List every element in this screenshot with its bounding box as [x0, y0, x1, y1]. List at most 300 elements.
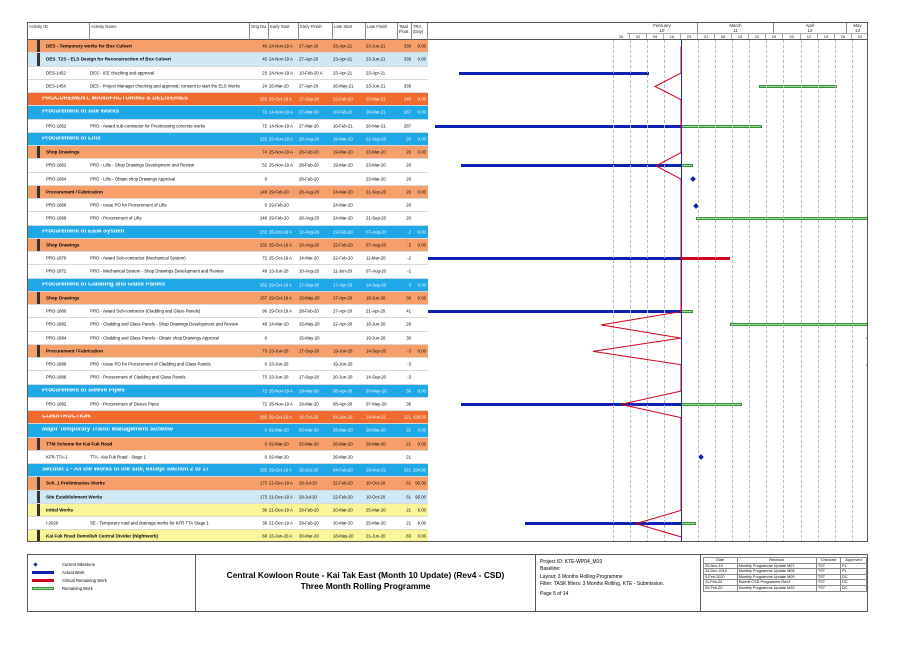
cell-es: 25-Oct-19 A	[269, 255, 292, 261]
cell-name: DES - ICE checking and approval	[90, 70, 155, 76]
cell-ls: 20-Mar-20	[333, 520, 353, 526]
group-name: Procurement of Site Works	[42, 109, 119, 115]
cell-id: DES-1454	[46, 83, 66, 89]
revision-cell: TST	[816, 563, 840, 569]
activity-row[interactable]	[28, 67, 428, 80]
group-left-bar	[37, 53, 40, 65]
cell-es: 21-Dec-19 A	[269, 494, 293, 500]
cell-ef: 28-Feb-20	[299, 149, 319, 155]
col-header-ls[interactable]: Late Start	[333, 23, 366, 40]
activity-row[interactable]	[28, 199, 428, 212]
cell-dur: 72	[262, 109, 267, 115]
wbs-group-row[interactable]	[28, 279, 428, 292]
timescale-month-num: 12	[807, 28, 813, 33]
cell-lf: 26-Mar-20	[366, 427, 386, 433]
timescale-week: 19	[818, 34, 835, 40]
timescale-month	[847, 23, 868, 34]
legend-label: Critical Remaining Work	[62, 578, 107, 583]
cell-dur: 285	[259, 414, 267, 420]
group-left-bar	[37, 530, 40, 542]
revision-cell: PL	[841, 563, 867, 569]
cell-es: 25-Oct-19 A	[269, 242, 292, 248]
group-left-bar	[37, 477, 40, 489]
cell-lf: 23-Mar-20	[366, 176, 386, 182]
group-name: Procurement of Cladding and Glass Panels	[42, 282, 166, 288]
group-left-bar	[37, 292, 40, 304]
cell-id: PRO-1864	[46, 176, 67, 182]
cell-ls: 22-Apr-20	[333, 321, 353, 327]
cell-ef: 19-Mar-20	[299, 388, 319, 394]
activity-row[interactable]	[28, 252, 428, 265]
timescale-month-name: February	[653, 23, 671, 28]
legend-label: Current Milestone	[62, 562, 96, 567]
activity-row[interactable]	[28, 265, 428, 278]
cell-ef: 02-Mar-20	[299, 441, 319, 447]
cell-ef: 27-Mar-20	[299, 109, 319, 115]
cell-dur: 232	[259, 229, 267, 235]
cell-lf: 25-Mar-20	[366, 507, 386, 513]
timescale-week: 12	[801, 34, 818, 40]
cell-ls: 19-Mar-20	[333, 149, 353, 155]
cell-tf: 339	[403, 43, 411, 49]
group-name: Shop Drawings	[46, 295, 80, 301]
cell-ls: 26-Mar-20	[333, 454, 353, 460]
cell-ls: 23-Apr-21	[333, 56, 353, 62]
group-name: Kai Fuk Road Demolish Central Divider (Nightwork)	[46, 533, 159, 539]
cell-tf: 20	[406, 136, 411, 142]
legend-label: Actual Work	[62, 570, 85, 575]
cell-ls: 11-Jun-20	[333, 268, 353, 274]
cell-ls: 24-Mar-20	[333, 189, 353, 195]
wbs-group-row[interactable]	[28, 186, 428, 199]
cell-name: TTA - Kai Fuk Road - Stage 1	[90, 454, 147, 460]
cell-ef: 28-Aug-20	[299, 215, 320, 221]
cell-es: 29-Oct-19 A	[269, 295, 292, 301]
cell-lf: 25-Mar-20	[366, 520, 386, 526]
cell-ta: 428.50	[412, 414, 426, 420]
cell-dur: 265	[259, 96, 267, 102]
cell-name: PRO - Cladding and Glass Panels - Obtain shop Drawings Approval	[90, 335, 219, 341]
title-line2: Three Month Rolling Programme	[300, 581, 431, 591]
cell-lf: 14-Sep-20	[366, 282, 387, 288]
revision-header-cell: Revision	[737, 558, 816, 564]
timescale-week: 05	[783, 34, 801, 40]
cell-dur: 173	[259, 480, 267, 486]
cell-name: PRO - Lifts - Shop Drawings Development and Review	[90, 162, 195, 168]
cell-ls: 22-Feb-20	[333, 494, 353, 500]
cell-id: PRO-1862	[46, 162, 67, 168]
timescale-week: 16	[664, 34, 681, 40]
cell-tf: 29	[406, 321, 411, 327]
cell-es: 25-Nov-19 A	[269, 149, 293, 155]
col-header-ef[interactable]: Early Finish	[299, 23, 333, 40]
milestone-icon	[33, 562, 37, 566]
cell-tf: -2	[407, 229, 411, 235]
cell-tf: -3	[407, 282, 411, 288]
activity-row[interactable]	[28, 332, 428, 345]
cell-es: 23-Jan-20 A	[269, 533, 293, 539]
group-left-bar	[37, 504, 40, 516]
cell-ef: 27-Mar-20	[299, 123, 319, 129]
col-header-lf[interactable]: Late Finish	[366, 23, 398, 40]
cell-dur: 0	[264, 454, 267, 460]
cell-es: 02-Mar-20	[269, 454, 289, 460]
cell-dur: 23	[262, 70, 267, 76]
cell-ls: 26-May-21	[333, 83, 354, 89]
wbs-group-row[interactable]	[28, 438, 428, 451]
cell-lf: 19-Nov-21	[366, 414, 387, 420]
col-header-ta[interactable]: TRA (Day)	[412, 23, 428, 40]
cell-es: 24-Nov-19 A	[269, 43, 293, 49]
revision-table	[703, 557, 867, 592]
cell-tf: 21	[406, 520, 411, 526]
cell-es: 14-Mar-20	[269, 321, 289, 327]
cell-lf: 10-Oct-20	[366, 480, 386, 486]
cell-ls: 20-Jun-20	[333, 374, 353, 380]
timescale-week: 03	[852, 34, 868, 40]
cell-ls: 10-Feb-21	[333, 109, 353, 115]
group-left-bar	[37, 146, 40, 158]
cell-lf: 23-Mar-20	[366, 162, 386, 168]
group-left-bar	[37, 186, 40, 198]
timescale-month	[627, 23, 698, 34]
cell-lf: 21-Sep-20	[366, 215, 387, 221]
group-name: Procurement / Fabrication	[46, 348, 103, 354]
cell-ta: 0.00	[417, 388, 426, 394]
cell-ta: 95.00	[415, 480, 426, 486]
cell-name: PRO - Award sub-contractor for Prestressing concrete works	[90, 123, 206, 129]
cell-ls: 10-Feb-21	[333, 123, 353, 129]
legend-item	[32, 569, 192, 576]
cell-tf: -2	[407, 268, 411, 274]
legend-item	[32, 561, 192, 568]
cell-dur: 36	[262, 507, 267, 513]
cell-ef: 29-Feb-20	[299, 507, 319, 513]
cell-ef: 27-Apr-20	[299, 56, 319, 62]
wbs-group-row[interactable]	[28, 93, 428, 106]
group-name: Procurement of Sleeve Pipes	[42, 388, 125, 394]
activity-row[interactable]	[28, 305, 428, 318]
cell-tf: 287	[403, 109, 411, 115]
cell-tf: 21	[406, 441, 411, 447]
wbs-group-row[interactable]	[28, 345, 428, 358]
cell-es: 25-Nov-19 A	[269, 136, 293, 142]
cell-id: PRO-1880	[46, 308, 67, 314]
legend-swatch	[32, 587, 54, 590]
cell-ef: 14-Mar-20	[299, 255, 319, 261]
cell-es: 21-Dec-19 A	[269, 480, 293, 486]
cell-ta: 0.00	[417, 43, 426, 49]
cell-ef: 15-May-20	[299, 321, 320, 327]
cell-dur: 148	[259, 215, 267, 221]
cell-ls: 18-May-20	[333, 533, 354, 539]
cell-es: 29-Feb-20	[269, 215, 289, 221]
col-header-dur[interactable]: Orig Dur	[250, 23, 269, 40]
cell-dur: 73	[262, 348, 267, 354]
cell-id: PRO-1868	[46, 215, 67, 221]
cell-tf: 41	[406, 308, 411, 314]
cell-tf: 321	[403, 414, 411, 420]
cell-tf: 30	[406, 335, 411, 341]
wbs-group-row[interactable]	[28, 504, 428, 517]
cell-ta: 0.00	[417, 533, 426, 539]
cell-lf: 23-Apr-21	[366, 70, 386, 76]
revision-cell: TST	[816, 574, 840, 580]
project-id: Project ID: KTE-WP04_M10	[540, 559, 603, 565]
group-name: TTM Scheme for Kai Fuk Road	[46, 441, 113, 447]
cell-ef: 30-Mar-20	[299, 533, 319, 539]
revision-header-cell: Approved	[841, 558, 867, 564]
cell-ef: 28-Feb-20	[299, 308, 319, 314]
col-header-id[interactable]: Activity ID	[28, 23, 90, 40]
activity-row[interactable]	[28, 517, 428, 530]
cell-ef: 17-Sep-20	[299, 96, 320, 102]
cell-lf: 23-Jun-21	[366, 56, 386, 62]
cell-tf: 21	[406, 507, 411, 513]
group-name: PROCUREMENT, MANUFACTURING & DELIVERIES	[42, 96, 189, 102]
cell-ef: 27-Apr-20	[299, 83, 319, 89]
cell-ta: 0.00	[417, 427, 426, 433]
cell-ls: 22-Feb-20	[333, 229, 353, 235]
cell-ls: 19-Jun-20	[333, 348, 353, 354]
cell-dur: 73	[262, 374, 267, 380]
cell-name: PRO - Procurement of Lifts	[90, 215, 142, 221]
cell-ef: 28-Aug-20	[299, 136, 320, 142]
cell-dur: 52	[262, 162, 267, 168]
revision-cell: 24-Dec-2019	[704, 569, 738, 575]
cell-ef: 28-Feb-20	[299, 162, 319, 168]
wbs-group-row[interactable]	[28, 530, 428, 542]
activity-row[interactable]	[28, 80, 428, 93]
activity-row[interactable]	[28, 398, 428, 411]
wbs-group-row[interactable]	[28, 146, 428, 159]
cell-es: 14-Nov-19 A	[269, 109, 293, 115]
cell-tf: 21	[406, 454, 411, 460]
revision-cell: 5-Feb-2020	[704, 574, 738, 580]
cell-ta: 0.00	[417, 282, 426, 288]
cell-ta: 0.00	[417, 295, 426, 301]
wbs-group-row[interactable]	[28, 411, 428, 424]
revision-cell: Monthly Programme Update M07	[737, 563, 816, 569]
cell-dur: 72	[262, 401, 267, 407]
cell-tf: 20	[406, 215, 411, 221]
cell-tf: 20	[406, 202, 411, 208]
activity-row[interactable]	[28, 451, 428, 464]
cell-ls: 19-Mar-20	[333, 162, 353, 168]
cell-name: PRO - Mechanical System - Shop Drawings Development and Review	[90, 268, 224, 274]
cell-id: PRO-1882	[46, 321, 67, 327]
group-left-bar	[37, 40, 40, 52]
cell-dur: 72	[262, 123, 267, 129]
cell-es: 23-Jun-20	[269, 361, 289, 367]
cell-ta: 0.00	[417, 242, 426, 248]
cell-es: 25-Nov-19 A	[269, 162, 293, 168]
cell-ef: 10-Feb-20 A	[299, 70, 323, 76]
cell-tf: 287	[403, 123, 411, 129]
cell-ls: 04-Feb-20	[333, 467, 353, 473]
cell-ef: 19-Mar-20	[299, 401, 319, 407]
cell-es: 24-Nov-19 A	[269, 70, 293, 76]
timescale-month	[774, 23, 847, 34]
legend-label: Remaining Work	[62, 586, 93, 591]
timescale-month-name: March	[729, 23, 742, 28]
cell-ls: 26-Mar-20	[333, 427, 353, 433]
timescale-month	[698, 23, 774, 34]
group-name: Sch_1 Preliminaries Works	[46, 480, 105, 486]
cell-lf: 07-Aug-20	[366, 268, 387, 274]
cell-tf: -2	[407, 242, 411, 248]
revision-cell: PL	[841, 569, 867, 575]
cell-ef: 17-Sep-20	[299, 374, 320, 380]
cell-ls: 08-Apr-20	[333, 388, 353, 394]
cell-tf: 36	[406, 401, 411, 407]
cell-id: PRO-1886	[46, 361, 67, 367]
wbs-group-row[interactable]	[28, 424, 428, 437]
cell-dur: 0	[264, 441, 267, 447]
revision-row	[704, 585, 867, 591]
group-name: Procurement of E&M System	[42, 229, 125, 235]
cell-es: 26-Mar-20	[269, 83, 289, 89]
wbs-group-row[interactable]	[28, 226, 428, 239]
cell-lf: 23-Jun-21	[366, 83, 386, 89]
cell-lf: 11-Mar-20	[366, 255, 386, 261]
cell-id: PRO-1892	[46, 401, 67, 407]
cell-id: PRO-1872	[46, 268, 67, 274]
cell-tf: 20	[406, 162, 411, 168]
cell-ef: 16-Oct-20	[299, 414, 319, 420]
wbs-group-row[interactable]	[28, 53, 428, 66]
cell-tf: 21	[406, 427, 411, 433]
cell-id: PRO-1888	[46, 374, 67, 380]
wbs-group-row[interactable]	[28, 40, 428, 53]
group-name: DES_T2S - ELS Design for Reconstruciton of Box Culvert	[46, 56, 172, 62]
cell-ls: 20-Mar-20	[333, 507, 353, 513]
cell-lf: 26-Mar-20	[366, 441, 386, 447]
wbs-group-row[interactable]	[28, 477, 428, 490]
activity-row[interactable]	[28, 318, 428, 331]
group-name: Initial Works	[46, 507, 74, 513]
wbs-group-row[interactable]	[28, 133, 428, 146]
cell-ta: 0.00	[417, 136, 426, 142]
revision-cell: TST	[816, 585, 840, 591]
cell-ta: 0.00	[417, 348, 426, 354]
revision-cell: TST	[816, 569, 840, 575]
revision-cell: 25-Nov-19	[704, 563, 738, 569]
cell-tf: 146	[403, 96, 411, 102]
group-name: CONSTRUCTION	[42, 414, 91, 420]
cell-ef: 17-Sep-20	[299, 348, 320, 354]
cell-lf: 20-Mar-21	[366, 109, 386, 115]
timescale-week: 23	[681, 34, 698, 40]
revision-cell: DC	[841, 580, 867, 586]
cell-dur: 148	[259, 189, 267, 195]
cell-lf: 07-Aug-20	[366, 242, 387, 248]
cell-ta: 95.00	[415, 494, 426, 500]
wbs-group-row[interactable]	[28, 292, 428, 305]
revision-cell: 25-Feb-20	[704, 585, 738, 591]
cell-es: 21-Dec-19 A	[269, 507, 293, 513]
cell-ef: 10-Aug-20	[299, 229, 320, 235]
cell-tf: -3	[407, 348, 411, 354]
cell-ef: 28-Aug-20	[299, 189, 320, 195]
cell-lf: 19-Jun-20	[366, 295, 386, 301]
timescale-week: 02	[630, 34, 647, 40]
cell-dur: 0	[264, 335, 267, 341]
timescale-week: 09	[647, 34, 664, 40]
cell-ls: 26-Mar-20	[333, 441, 353, 447]
revision-cell: Monthly Programme Update M10	[737, 585, 816, 591]
project-layout: Layout: 3 Months Rolling Programme	[540, 573, 623, 580]
wbs-group-row[interactable]	[28, 106, 428, 119]
activity-row[interactable]	[28, 358, 428, 371]
cell-es: 23-Jun-20	[269, 348, 289, 354]
page-number: Page 5 of 14	[540, 590, 569, 597]
cell-ls: 17-Apr-20	[333, 308, 353, 314]
cell-lf: 19-Jun-20	[366, 335, 386, 341]
cell-ls: 24-Mar-20	[333, 215, 353, 221]
cell-tf: -3	[407, 374, 411, 380]
group-left-bar	[37, 345, 40, 357]
timescale-month-name: April	[805, 23, 815, 28]
activity-row[interactable]	[28, 120, 428, 133]
cell-id: PRO-1852	[46, 123, 67, 129]
cell-dur: 48	[262, 321, 267, 327]
revision-cell: Monthly Programme Update M08	[737, 569, 816, 575]
revision-header-cell: Checked	[816, 558, 840, 564]
revision-cell: Submit CSD Programme Rev3	[737, 580, 816, 586]
legend-swatch	[32, 579, 54, 582]
wbs-group-row[interactable]	[28, 491, 428, 504]
cell-lf: 21-Sep-20	[366, 136, 387, 142]
wbs-group-row[interactable]	[28, 464, 428, 477]
cell-ef: 29-Feb-20	[299, 520, 319, 526]
cell-dur: 72	[262, 388, 267, 394]
cell-dur: 24	[262, 83, 267, 89]
cell-es: 02-Mar-20	[269, 441, 289, 447]
cell-ta: 0.00	[417, 441, 426, 447]
cell-dur: 0	[264, 427, 267, 433]
activity-row[interactable]	[28, 173, 428, 186]
wbs-group-row[interactable]	[28, 385, 428, 398]
cell-tf: 339	[403, 83, 411, 89]
cell-id: DES-1452	[46, 70, 66, 76]
cell-name: PRO - Award Sub-contractor (Cladding and Glass Panels)	[90, 308, 201, 314]
activity-row[interactable]	[28, 371, 428, 384]
group-name: Procurement of Lifts	[42, 136, 101, 142]
cell-ta: 0.00	[417, 96, 426, 102]
cell-ls: 24-Mar-20	[333, 202, 353, 208]
cell-es: 29-Oct-19 A	[269, 308, 292, 314]
cell-name: SE - Temporary road and drainage works for KFR TTA Stage 1	[90, 520, 209, 526]
cell-tf: 339	[403, 56, 411, 62]
cell-dur: 40	[262, 56, 267, 62]
group-name: Shop Drawings	[46, 149, 80, 155]
cell-ls: 17-Apr-20	[333, 295, 353, 301]
wbs-group-row[interactable]	[28, 239, 428, 252]
timescale-week: 26	[613, 34, 630, 40]
cell-es: 29-Feb-20	[269, 202, 289, 208]
cell-es: 25-Nov-19 A	[269, 388, 293, 394]
gantt-chart	[428, 40, 868, 542]
cell-lf: 19-Nov-21	[366, 467, 387, 473]
col-header-tf[interactable]: Total Float	[398, 23, 412, 40]
cell-lf: 21-Apr-20	[366, 308, 386, 314]
cell-dur: 173	[259, 494, 267, 500]
activity-row[interactable]	[28, 159, 428, 172]
activity-row[interactable]	[28, 212, 428, 225]
col-header-name[interactable]: Activity Name	[90, 23, 250, 40]
col-header-es[interactable]: Early Start	[269, 23, 299, 40]
